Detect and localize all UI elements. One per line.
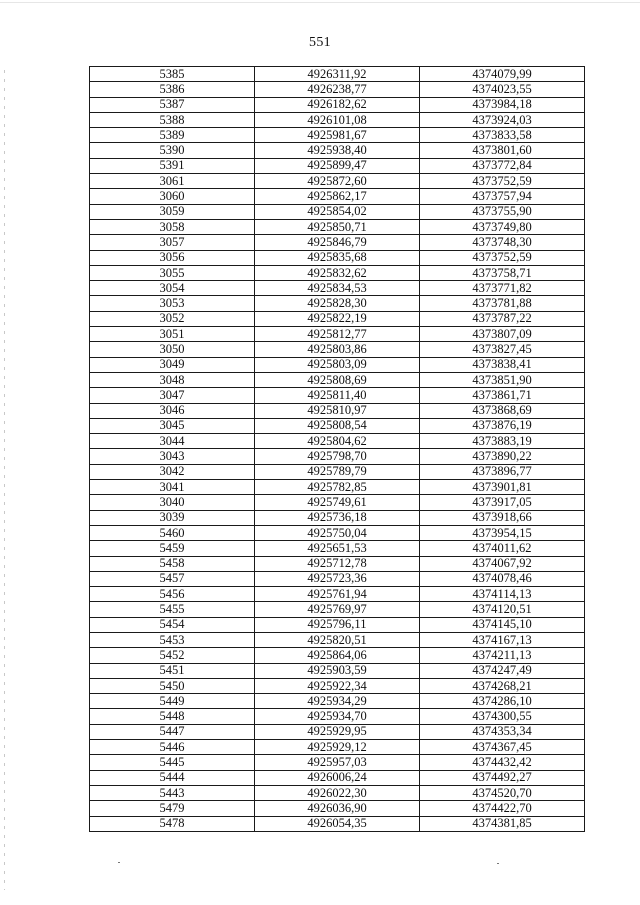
table-row	[90, 816, 585, 831]
table-row	[90, 143, 585, 158]
table-row	[90, 617, 585, 632]
y-coordinate-cell: 4374381,85	[420, 816, 585, 831]
point-number-cell: 3044	[90, 434, 255, 449]
y-coordinate-cell: 4374422,70	[420, 801, 585, 816]
point-number-cell: 5478	[90, 816, 255, 831]
x-coordinate-cell: 4925854,02	[255, 204, 420, 219]
y-coordinate-cell: 4373901,81	[420, 480, 585, 495]
y-coordinate-cell: 4373772,84	[420, 158, 585, 173]
point-number-cell: 3053	[90, 296, 255, 311]
x-coordinate-cell: 4925789,79	[255, 464, 420, 479]
point-number-cell: 5388	[90, 112, 255, 127]
y-coordinate-cell: 4373752,59	[420, 174, 585, 189]
x-coordinate-cell: 4926054,35	[255, 816, 420, 831]
point-number-cell: 3046	[90, 403, 255, 418]
y-coordinate-cell: 4374067,92	[420, 556, 585, 571]
table-row	[90, 281, 585, 296]
y-coordinate-cell: 4373755,90	[420, 204, 585, 219]
x-coordinate-cell: 4926101,08	[255, 112, 420, 127]
table-row	[90, 174, 585, 189]
point-number-cell: 5450	[90, 678, 255, 693]
x-coordinate-cell: 4925934,29	[255, 694, 420, 709]
table-row	[90, 678, 585, 693]
x-coordinate-cell: 4925723,36	[255, 571, 420, 586]
y-coordinate-cell: 4373984,18	[420, 97, 585, 112]
point-number-cell: 3047	[90, 388, 255, 403]
point-number-cell: 3051	[90, 327, 255, 342]
scan-speck	[497, 863, 499, 864]
x-coordinate-cell: 4925749,61	[255, 495, 420, 510]
table-row	[90, 724, 585, 739]
point-number-cell: 3057	[90, 235, 255, 250]
point-number-cell: 5445	[90, 755, 255, 770]
table-row	[90, 434, 585, 449]
y-coordinate-cell: 4373748,30	[420, 235, 585, 250]
point-number-cell: 5385	[90, 67, 255, 82]
table-row	[90, 189, 585, 204]
point-number-cell: 5460	[90, 525, 255, 540]
y-coordinate-cell: 4373801,60	[420, 143, 585, 158]
y-coordinate-cell: 4373749,80	[420, 219, 585, 234]
point-number-cell: 3058	[90, 219, 255, 234]
y-coordinate-cell: 4373827,45	[420, 342, 585, 357]
table-row	[90, 265, 585, 280]
y-coordinate-cell: 4373838,41	[420, 357, 585, 372]
y-coordinate-cell: 4374211,13	[420, 648, 585, 663]
y-coordinate-cell: 4373833,58	[420, 128, 585, 143]
point-number-cell: 5443	[90, 785, 255, 800]
scan-top-edge	[0, 2, 640, 3]
y-coordinate-cell: 4374114,13	[420, 587, 585, 602]
point-number-cell: 3055	[90, 265, 255, 280]
point-number-cell: 3048	[90, 372, 255, 387]
x-coordinate-cell: 4926182,62	[255, 97, 420, 112]
table-row	[90, 648, 585, 663]
y-coordinate-cell: 4373876,19	[420, 418, 585, 433]
point-number-cell: 5459	[90, 541, 255, 556]
table-row	[90, 480, 585, 495]
point-number-cell: 3041	[90, 480, 255, 495]
x-coordinate-cell: 4925712,78	[255, 556, 420, 571]
point-number-cell: 3054	[90, 281, 255, 296]
x-coordinate-cell: 4925761,94	[255, 587, 420, 602]
y-coordinate-cell: 4373868,69	[420, 403, 585, 418]
x-coordinate-cell: 4926311,92	[255, 67, 420, 82]
table-row	[90, 587, 585, 602]
y-coordinate-cell: 4373924,03	[420, 112, 585, 127]
table-row	[90, 770, 585, 785]
coordinates-table	[89, 66, 585, 832]
y-coordinate-cell: 4374247,49	[420, 663, 585, 678]
point-number-cell: 5458	[90, 556, 255, 571]
table-row	[90, 602, 585, 617]
x-coordinate-cell: 4925828,30	[255, 296, 420, 311]
table-row	[90, 556, 585, 571]
y-coordinate-cell: 4374120,51	[420, 602, 585, 617]
y-coordinate-cell: 4374023,55	[420, 82, 585, 97]
table-row	[90, 219, 585, 234]
y-coordinate-cell: 4374492,27	[420, 770, 585, 785]
y-coordinate-cell: 4374286,10	[420, 694, 585, 709]
table-row	[90, 525, 585, 540]
table-row	[90, 112, 585, 127]
y-coordinate-cell: 4373781,88	[420, 296, 585, 311]
table-row	[90, 663, 585, 678]
x-coordinate-cell: 4925899,47	[255, 158, 420, 173]
point-number-cell: 3039	[90, 510, 255, 525]
x-coordinate-cell: 4925798,70	[255, 449, 420, 464]
x-coordinate-cell: 4925796,11	[255, 617, 420, 632]
x-coordinate-cell: 4925862,17	[255, 189, 420, 204]
x-coordinate-cell: 4925957,03	[255, 755, 420, 770]
point-number-cell: 3045	[90, 418, 255, 433]
table-row	[90, 97, 585, 112]
point-number-cell: 3042	[90, 464, 255, 479]
table-row	[90, 372, 585, 387]
x-coordinate-cell: 4925812,77	[255, 327, 420, 342]
table-row	[90, 510, 585, 525]
point-number-cell: 5451	[90, 663, 255, 678]
point-number-cell: 5449	[90, 694, 255, 709]
point-number-cell: 3049	[90, 357, 255, 372]
x-coordinate-cell: 4926036,90	[255, 801, 420, 816]
x-coordinate-cell: 4925811,40	[255, 388, 420, 403]
point-number-cell: 3059	[90, 204, 255, 219]
x-coordinate-cell: 4925922,34	[255, 678, 420, 693]
table-row	[90, 296, 585, 311]
x-coordinate-cell: 4925820,51	[255, 632, 420, 647]
table-row	[90, 311, 585, 326]
table-row	[90, 495, 585, 510]
x-coordinate-cell: 4925835,68	[255, 250, 420, 265]
table-row	[90, 204, 585, 219]
table-row	[90, 128, 585, 143]
table-row	[90, 740, 585, 755]
table-row	[90, 755, 585, 770]
x-coordinate-cell: 4925846,79	[255, 235, 420, 250]
table-row	[90, 327, 585, 342]
table-row	[90, 388, 585, 403]
table-row	[90, 235, 585, 250]
y-coordinate-cell: 4374432,42	[420, 755, 585, 770]
x-coordinate-cell: 4925981,67	[255, 128, 420, 143]
table-row	[90, 342, 585, 357]
y-coordinate-cell: 4373896,77	[420, 464, 585, 479]
point-number-cell: 5455	[90, 602, 255, 617]
y-coordinate-cell: 4373771,82	[420, 281, 585, 296]
x-coordinate-cell: 4926238,77	[255, 82, 420, 97]
x-coordinate-cell: 4925651,53	[255, 541, 420, 556]
table-row	[90, 67, 585, 82]
table-row	[90, 403, 585, 418]
point-number-cell: 3060	[90, 189, 255, 204]
x-coordinate-cell: 4925803,86	[255, 342, 420, 357]
point-number-cell: 5386	[90, 82, 255, 97]
x-coordinate-cell: 4925808,69	[255, 372, 420, 387]
point-number-cell: 3061	[90, 174, 255, 189]
y-coordinate-cell: 4374167,13	[420, 632, 585, 647]
x-coordinate-cell: 4925903,59	[255, 663, 420, 678]
point-number-cell: 5389	[90, 128, 255, 143]
y-coordinate-cell: 4374078,46	[420, 571, 585, 586]
y-coordinate-cell: 4374268,21	[420, 678, 585, 693]
y-coordinate-cell: 4373890,22	[420, 449, 585, 464]
x-coordinate-cell: 4925803,09	[255, 357, 420, 372]
point-number-cell: 5452	[90, 648, 255, 663]
y-coordinate-cell: 4374353,34	[420, 724, 585, 739]
coordinates-table-body	[90, 67, 585, 832]
point-number-cell: 3043	[90, 449, 255, 464]
point-number-cell: 5446	[90, 740, 255, 755]
y-coordinate-cell: 4373752,59	[420, 250, 585, 265]
y-coordinate-cell: 4373883,19	[420, 434, 585, 449]
point-number-cell: 5454	[90, 617, 255, 632]
table-row	[90, 709, 585, 724]
scan-speck	[118, 862, 120, 863]
point-number-cell: 3040	[90, 495, 255, 510]
x-coordinate-cell: 4925872,60	[255, 174, 420, 189]
x-coordinate-cell: 4925810,97	[255, 403, 420, 418]
table-row	[90, 250, 585, 265]
table-row	[90, 418, 585, 433]
y-coordinate-cell: 4373917,05	[420, 495, 585, 510]
point-number-cell: 5456	[90, 587, 255, 602]
point-number-cell: 3052	[90, 311, 255, 326]
point-number-cell: 5457	[90, 571, 255, 586]
x-coordinate-cell: 4925750,04	[255, 525, 420, 540]
point-number-cell: 5391	[90, 158, 255, 173]
x-coordinate-cell: 4925822,19	[255, 311, 420, 326]
table-row	[90, 694, 585, 709]
y-coordinate-cell: 4373861,71	[420, 388, 585, 403]
y-coordinate-cell: 4374520,70	[420, 785, 585, 800]
table-row	[90, 449, 585, 464]
y-coordinate-cell: 4374367,45	[420, 740, 585, 755]
x-coordinate-cell: 4925864,06	[255, 648, 420, 663]
point-number-cell: 3056	[90, 250, 255, 265]
x-coordinate-cell: 4925938,40	[255, 143, 420, 158]
x-coordinate-cell: 4925929,95	[255, 724, 420, 739]
table-row	[90, 571, 585, 586]
y-coordinate-cell: 4373851,90	[420, 372, 585, 387]
page-number: 551	[309, 35, 331, 50]
x-coordinate-cell: 4925736,18	[255, 510, 420, 525]
x-coordinate-cell: 4925929,12	[255, 740, 420, 755]
y-coordinate-cell: 4373757,94	[420, 189, 585, 204]
y-coordinate-cell: 4374145,10	[420, 617, 585, 632]
y-coordinate-cell: 4373807,09	[420, 327, 585, 342]
point-number-cell: 3050	[90, 342, 255, 357]
point-number-cell: 5453	[90, 632, 255, 647]
point-number-cell: 5447	[90, 724, 255, 739]
x-coordinate-cell: 4925808,54	[255, 418, 420, 433]
x-coordinate-cell: 4925804,62	[255, 434, 420, 449]
table-row	[90, 82, 585, 97]
y-coordinate-cell: 4373954,15	[420, 525, 585, 540]
table-row	[90, 158, 585, 173]
point-number-cell: 5387	[90, 97, 255, 112]
table-row	[90, 785, 585, 800]
point-number-cell: 5444	[90, 770, 255, 785]
x-coordinate-cell: 4926006,24	[255, 770, 420, 785]
point-number-cell: 5479	[90, 801, 255, 816]
x-coordinate-cell: 4925850,71	[255, 219, 420, 234]
x-coordinate-cell: 4926022,30	[255, 785, 420, 800]
x-coordinate-cell: 4925769,97	[255, 602, 420, 617]
x-coordinate-cell: 4925834,53	[255, 281, 420, 296]
table-row	[90, 464, 585, 479]
table-row	[90, 801, 585, 816]
table-row	[90, 541, 585, 556]
table-row	[90, 357, 585, 372]
x-coordinate-cell: 4925782,85	[255, 480, 420, 495]
x-coordinate-cell: 4925934,70	[255, 709, 420, 724]
scan-left-margin	[4, 70, 5, 890]
point-number-cell: 5448	[90, 709, 255, 724]
y-coordinate-cell: 4373758,71	[420, 265, 585, 280]
point-number-cell: 5390	[90, 143, 255, 158]
y-coordinate-cell: 4373918,66	[420, 510, 585, 525]
y-coordinate-cell: 4374079,99	[420, 67, 585, 82]
y-coordinate-cell: 4374300,55	[420, 709, 585, 724]
y-coordinate-cell: 4374011,62	[420, 541, 585, 556]
x-coordinate-cell: 4925832,62	[255, 265, 420, 280]
y-coordinate-cell: 4373787,22	[420, 311, 585, 326]
table-row	[90, 632, 585, 647]
